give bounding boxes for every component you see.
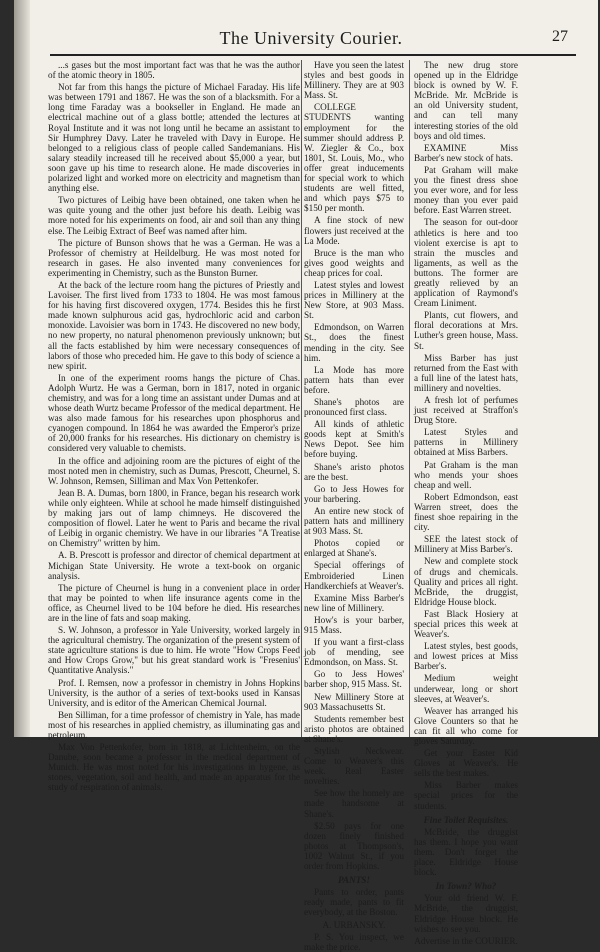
paragraph: At the back of the lecture room hang the pictures of Priestly and Lavoiser. The first lived from 1733 to 1804. He was most famous for his having first discovered oxygen, 1774. Besides this he first made known sulphurous acid gas, hydrochloric acid and carbon monoxide. Lavoisier was born in 1743. He discovered no new body, no new property, no natural phenomenon previously unknown; but all the facts established by him were necessary consequences of labors of those who preceded him. He gave to this body of science a new spirit. — [48, 279, 300, 371]
ad-item: Latest styles, best goods, and lowest prices at Miss Barber's. — [414, 641, 518, 672]
ad-item: COLLEGE STUDENTS wanting employment for the summer should address P. W. Ziegler & Co., box 1801, St. Louis, Mo., who offer great inducements for special work to which students are well fitted, and which pays $75 to $150 per month. — [304, 102, 404, 214]
paragraph: Not far from this hangs the picture of Michael Faraday. His life was between 1791 and 1867. He was the son of a blacksmith. For a long time Faraday was a bookseller in England. He made an electrical machine out of a glass bottle; attended the lectures at Royal Institute and it was not long until he became an assistant to Sir Humphrey Davy. Later he traveled with Davy in Europe. He belonged to a religious class of people called Sandemanians. His salary steadily increased till he received about $5,000 a year, but soon gave up his time to research alone. He made discoveries in polarized light and worked more on electricity and magnetism than anything else. — [48, 82, 300, 194]
ad-item: Latest styles and lowest prices in Millinery at the New Store, at 903 Mass. St. — [304, 279, 404, 321]
pants-body: Pants to order, pants ready made, pants to fit everybody, at the Boston. — [304, 887, 404, 918]
ad-item: Special offerings of Embroideried Linen Handkerchiefs at Weaver's. — [304, 560, 404, 591]
ad-item: Fast Black Hosiery at special prices this week at Weaver's. — [414, 608, 518, 640]
toilet-body: McBride, the druggist has them. I hope you want them. Don't forget the place. Eldridge House block. — [414, 826, 518, 878]
ad-item: Students remember best aristo photos are obtained at Shane's. — [304, 713, 404, 744]
ads-column-right — [414, 60, 518, 946]
intown-heading: In Town? Who? — [435, 881, 497, 892]
ad-item: Bruce is the man who gives good weights and cheap prices for coal. — [304, 247, 404, 278]
ad-item: Plants, cut flowers, and floral decorations at Mrs. Luther's green house, Mass. St. — [414, 310, 518, 351]
ad-item: Miss Barber makes special prices for the students. — [414, 780, 518, 811]
ad-item: Examine Miss Barber's new line of Millinery. — [304, 592, 404, 613]
masthead-title: The University Courier. — [219, 28, 403, 48]
binding-gutter — [14, 0, 30, 737]
pants-postscript: P. S. You inspect, we make the price. — [304, 931, 404, 952]
newspaper-page — [14, 0, 598, 952]
ad-item: La Mode has more pattern hats than ever before. — [304, 364, 404, 395]
ad-item: Pat Graham will make you the finest dress shoe you ever wore, and for less money than you ever paid before. East Warren street. — [414, 164, 518, 216]
paragraph: The picture of Cheurnel is hung in a convenient place in order that may be pointed to when life insurance agents come in the office, as Cheurnel lived to be 104 before he died. His researches are in the line of fats and soap making. — [48, 582, 300, 623]
article-column — [48, 60, 300, 793]
column-divider — [301, 60, 302, 737]
ad-item: A fine stock of new flowers just received at the La Mode. — [304, 215, 404, 246]
ad-item: Medium weight underwear, long or short sleeves, at Weaver's. — [414, 673, 518, 704]
ad-item: Get your Easter Kid Gloves at Weaver's. He sells the best makes. — [414, 748, 518, 779]
paragraph: Ben Silliman, for a time professor of chemistry in Yale, has made most of his researches in applied chemistry, as illuminating gas and petroleum. — [48, 709, 300, 740]
ad-item: Shane's aristo photos are the best. — [304, 461, 404, 482]
paragraph: S. W. Johnson, a professor in Yale University, worked largely in the agricultural chemistry. The organization of the present system of state agriculture stations is due to him. He wrote "How Crops Feed and How Crops Grow," but his great standard work is "Fresenius' Quantitative Analysis." — [48, 625, 300, 676]
toilet-heading: Fine Toilet Requisites. — [423, 814, 509, 825]
pants-signature: A. URBANSKY. — [322, 919, 386, 930]
intown-body: Your old friend W. F. McBride, the druggist, Eldridge House block. He wishes to see you. — [414, 893, 518, 934]
ad-item: SEE the latest stock of Millinery at Miss Barber's. — [414, 534, 518, 555]
ad-item: The season for out-door athletics is here and too violent exercise is apt to strain the muscles and ligaments, as well as the buttons. The former are greatly relieved by an application of Raymond's Cream Liniment. — [414, 217, 518, 309]
paragraph: Two pictures of Leibig have been obtained, one taken when he was quite young and the other just before his death. Leibig was more noted for his experiments on food, air and soil than any thing else. The Leibig Extract of Beef was named after him. — [48, 195, 300, 236]
ad-item: A fresh lot of perfumes just received at Straffon's Drug Store. — [414, 395, 518, 426]
ad-item: Go to Jess Howes' barber shop, 915 Mass. St. — [304, 669, 404, 690]
paragraph: A. B. Prescott is professor and director of chemical department at Michigan State University. He wrote a text-book on organic analysis. — [48, 550, 300, 581]
paragraph: In one of the experiment rooms hangs the picture of Chas. Adolph Wurtz. He was a German, born in 1817, noted in organic chemistry, and was for a long time an assistant under Dumas and at whose death Wurtz became Professor of the medical department. He was also made famous for his researches upon phosphorus and cyanogen compound. In 1864 he was awarded the Emperor's prize of 20,000 franks for his researches. His dictionary on chemistry is considered very valuable to chemists. — [48, 372, 300, 454]
ad-item: See how the homely are made handsome at Shane's. — [304, 788, 404, 819]
ad-item: Pat Graham is the man who mends your shoes cheap and well. — [414, 459, 518, 490]
ad-item: How's is your barber, 915 Mass. — [304, 614, 404, 635]
ad-item: All kinds of athletic goods kept at Smith's News Depot. See him before buying. — [304, 419, 404, 460]
ad-item: Miss Barber has just returned from the East with a full line of the latest hats, millinery and novelties. — [414, 352, 518, 393]
ad-item: Latest Styles and patterns in Millinery obtained at Miss Barbers. — [414, 427, 518, 458]
ad-item: Have you seen the latest styles and best goods in Millinery. They are at 903 Mass. St. — [304, 60, 404, 101]
paragraph: The picture of Bunson shows that he was a German. He was a Professor of chemistry at Heildelburg. He was most noted for research in gases. He also invented many conveniences for experimenting in Chemistry, such as the Bunston Burner. — [48, 237, 300, 278]
ad-item: Photos copied or enlarged at Shane's. — [304, 538, 404, 559]
ad-item: An entire new stock of pattern hats and millinery at 903 Mass. St. — [304, 505, 404, 537]
ad-item: Weaver has arranged his Glove Counters so that he can fit all who come for gloves Saturday. — [414, 705, 518, 746]
ad-item: Stylish Neckwear. Come to Weaver's this week. Real Easter novelties. — [304, 746, 404, 787]
paragraph: Prof. I. Remsen, now a professor in chemistry in Johns Hopkins University, is the author of a series of text-books used in Kansas University, and is editor of the American Chemical Journal. — [48, 677, 300, 708]
pants-heading: PANTS! — [338, 875, 370, 886]
page-header — [44, 28, 578, 48]
ad-item: If you want a first-class job of mending, see Edmondson, on Mass. St. — [304, 637, 404, 668]
ad-item: Edmondson, on Warren St., does the finest mending in the city. See him. — [304, 322, 404, 363]
page-number: 27 — [552, 28, 568, 45]
ad-item: Robert Edmondson, east Warren street, does the finest shoe repairing in the city. — [414, 491, 518, 533]
paragraph: In the office and adjoining room are the pictures of eight of the most noted men in chemistry, such as Dumas, Prescott, Cheurnel, S. W. Johnson, Remsen, Silliman and Max Von Pettenkofer. — [48, 455, 300, 486]
ad-item: New Millinery Store at 903 Massachusetts St. — [304, 691, 404, 712]
ads-column-middle — [304, 60, 404, 952]
ad-item: $2.50 pays for one dozen finely finished photos at Thompson's, 1002 Walnut St., if you order from Hopkins. — [304, 820, 404, 872]
paragraph: ...s gases but the most important fact was that he was the author of the atomic theory in 1805. — [48, 60, 300, 81]
column-divider — [409, 60, 410, 737]
advertise-footer: Advertise in the COURIER. — [414, 935, 518, 946]
paragraph: Jean B. A. Dumas, born 1800, in France, began his research work while only eighteen. While at school he made himself distinguished by making jars out of lamp chimneys. He discovered the composition of flowel. Later he went to Paris and became the rival of Leibig in organic chemistry. We have in our libraries "A Treatise on Chemistry" written by him. — [48, 487, 300, 549]
header-rule — [50, 54, 576, 56]
ad-item: EXAMINE Miss Barber's new stock of hats. — [414, 142, 518, 163]
paragraph: Max Von Pettenkofer, born in 1818, at Lichtenheim, on the Danube, soon became a professor in the medical department of Munich. He was most noted for his investigations in hygene, as stones, vegetation, soil and health, and made an apparatus for the study of respiration of animals. — [48, 742, 300, 793]
ad-item: New and complete stock of drugs and chemicals. Quality and prices all right. McBride, the druggist, Eldridge House block. — [414, 556, 518, 607]
ad-item: Go to Jess Howes for your barbering. — [304, 483, 404, 504]
ad-item: The new drug store opened up in the Eldridge block is owned by W. F. McBride. Mr. McBride is an old University student, and can tell many interesting stories of the old boys and old times. — [414, 60, 518, 141]
ad-item: Shane's photos are pronounced first class. — [304, 397, 404, 418]
